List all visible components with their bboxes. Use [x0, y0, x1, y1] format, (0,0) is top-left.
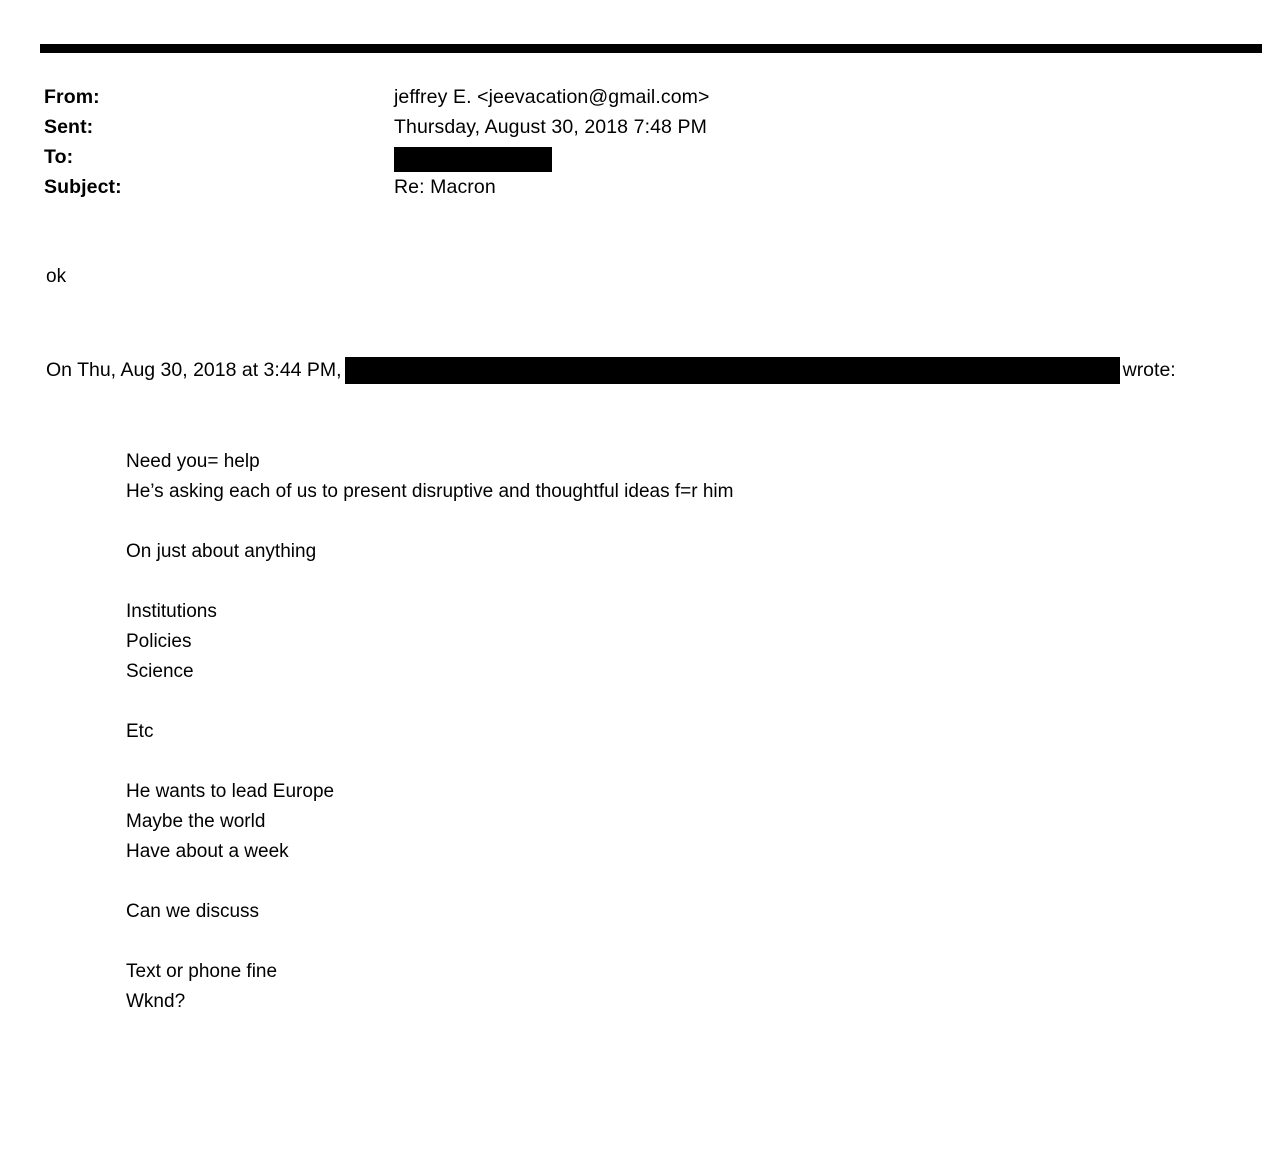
quote-attribution-prefix: On Thu, Aug 30, 2018 at 3:44 PM, [46, 359, 342, 381]
quoted-paragraph [126, 597, 1126, 687]
header-label-sent: Sent: [44, 116, 94, 138]
email-header-block [44, 82, 1224, 202]
header-label-subject: Subject: [44, 176, 122, 198]
header-value-subject: Re: Macron [394, 176, 496, 198]
quoted-line: He’s asking each of us to present disruptive and thoughtful ideas f=r him [126, 481, 734, 502]
quoted-paragraph [126, 447, 1126, 507]
quoted-line: Need you= help [126, 451, 260, 472]
quoted-line: Can we discuss [126, 901, 260, 922]
quoted-paragraph [126, 717, 1126, 747]
header-value-to [394, 142, 552, 172]
quoted-paragraph [126, 777, 1126, 867]
header-row-sent [44, 112, 1224, 142]
quoted-line: Etc [126, 721, 154, 742]
redaction-block-sender [345, 357, 1120, 384]
quoted-paragraph [126, 537, 1126, 567]
quoted-line: Text or phone fine [126, 961, 278, 982]
quoted-line: On just about anything [126, 541, 317, 562]
header-label-to: To: [44, 146, 74, 168]
header-row-subject [44, 172, 1224, 202]
quoted-line: Maybe the world [126, 811, 266, 832]
header-row-from [44, 82, 1224, 112]
quote-attribution-line [46, 357, 1176, 384]
quoted-paragraph [126, 897, 1126, 927]
header-row-to [44, 142, 1224, 172]
quoted-line: Policies [126, 631, 192, 652]
redaction-block-to [394, 147, 552, 172]
quoted-message-body [126, 447, 1126, 1017]
quoted-line: Institutions [126, 601, 217, 622]
quote-attribution-suffix: wrote: [1122, 359, 1176, 381]
quoted-line: Science [126, 661, 194, 682]
reply-body-text: ok [46, 266, 67, 287]
quoted-paragraph [126, 957, 1126, 1017]
header-label-from: From: [44, 86, 100, 108]
header-value-from: jeffrey E. <jeevacation@gmail.com> [394, 86, 710, 108]
quoted-line: He wants to lead Europe [126, 781, 335, 802]
header-value-sent: Thursday, August 30, 2018 7:48 PM [394, 116, 707, 138]
header-divider-rule [40, 44, 1262, 53]
quoted-line: Wknd? [126, 991, 186, 1012]
quoted-line: Have about a week [126, 841, 289, 862]
